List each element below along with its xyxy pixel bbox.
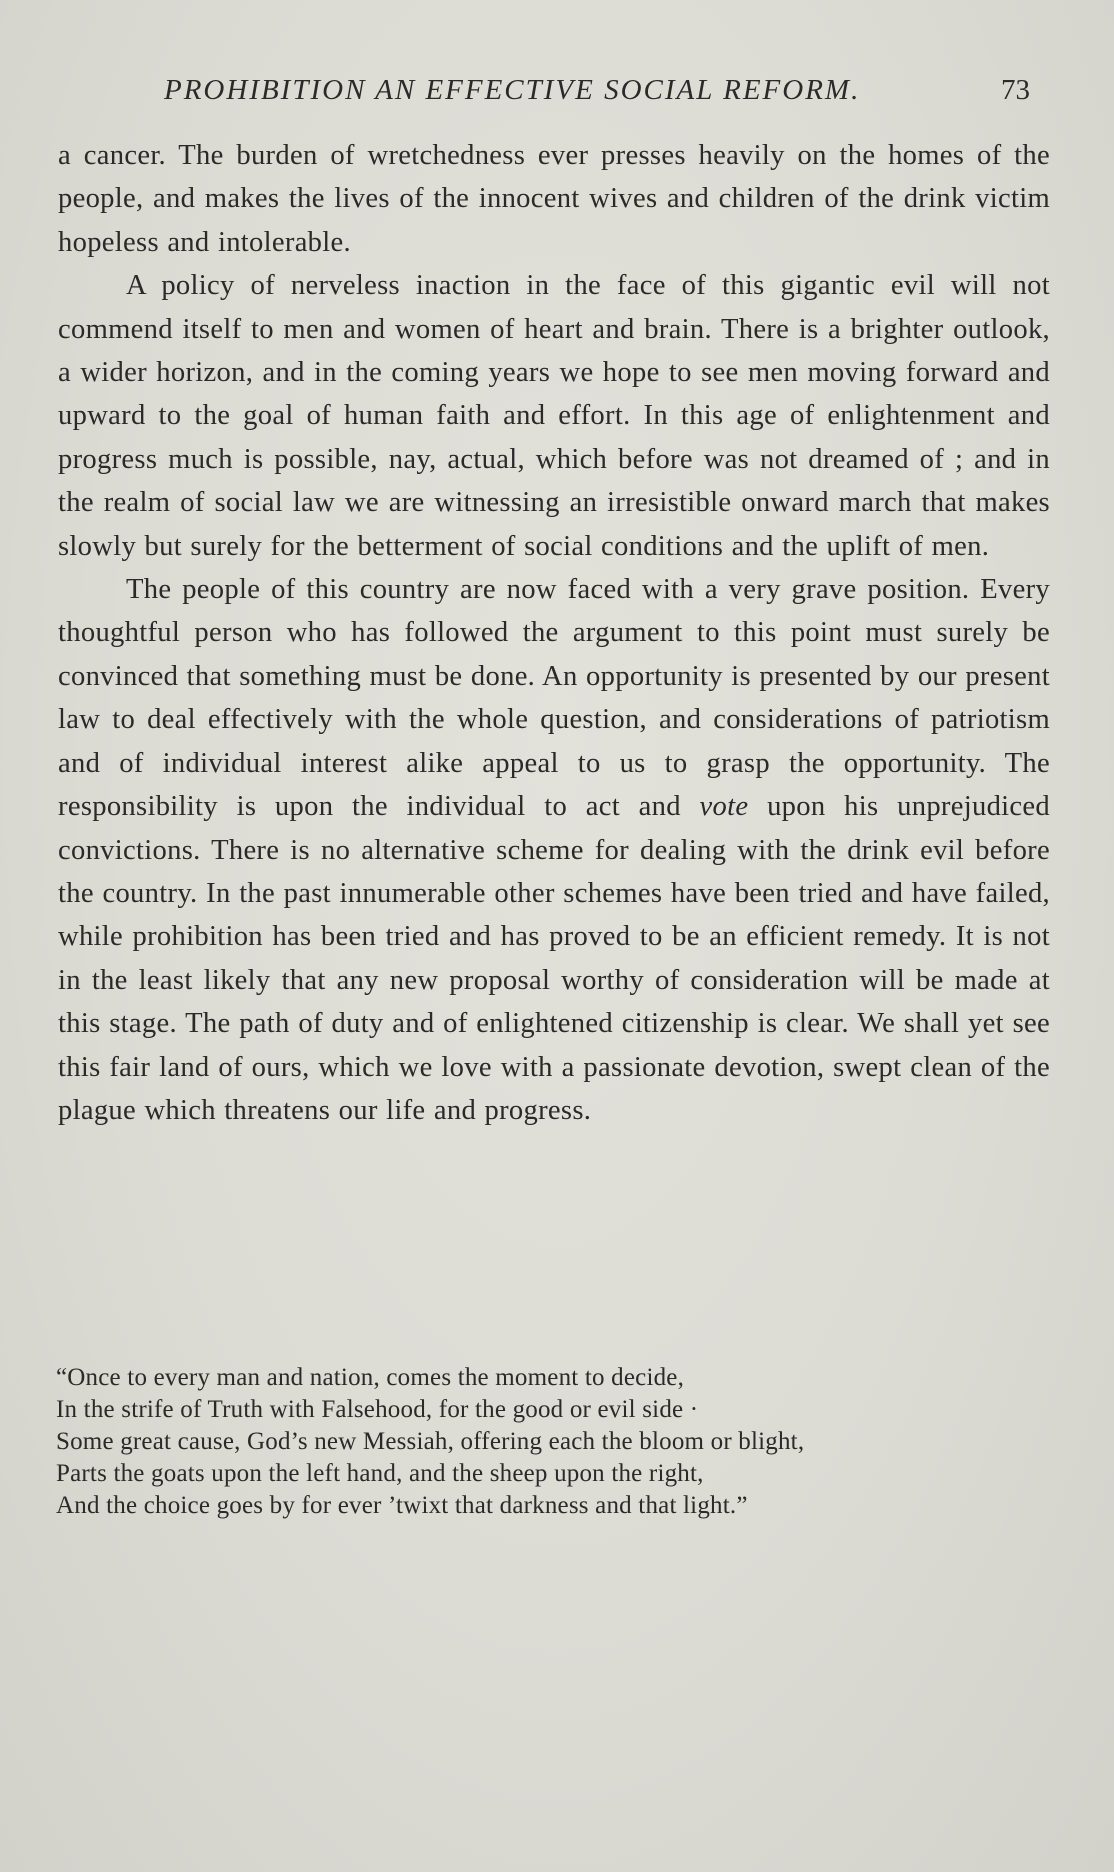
paragraph-2 [58, 264, 1050, 568]
paragraph-3-text-a: The people of this country are now faced with a very grave position. Every thoughtful person who has followed the argument to this point must surely be convinced that something must be done. An opportunity is presented by our present law to deal effectively with the whole question, and considerations of patriotism and of individual interest alike appeal to us to grasp the opportunity. The responsibility is upon the individual to act and [58, 574, 1050, 823]
verse-line-4: Parts the goats upon the left hand, and the sheep upon the right, [56, 1460, 704, 1487]
page-number: 73 [1001, 74, 1030, 106]
paragraph-3-text-b: upon his unprejudiced convictions. There is no alternative scheme for dealing with the drink evil before the country. In the past innumerable other schemes have been tried and have failed, while prohibition has been tried and has proved to be an efficient remedy. It is not in the least likely that any new proposal worthy of consideration will be made at this stage. The path of duty and of enlightened citizenship is clear. We shall yet see this fair land of ours, which we love with a passionate devotion, swept clean of the plague which threatens our life and progress. [58, 791, 1050, 1126]
body-text [58, 134, 1050, 1132]
verse-quote [56, 1362, 1056, 1522]
running-head [60, 74, 1030, 124]
paragraph-3 [58, 568, 1050, 1132]
verse-line-5: And the choice goes by for ever ’twixt that darkness and that light.” [56, 1492, 748, 1519]
paragraph-3-emphasis: vote [699, 791, 749, 823]
paragraph-1 [58, 134, 1050, 264]
verse-line-3: Some great cause, God’s new Messiah, offering each the bloom or blight, [56, 1428, 805, 1455]
verse-line-2: In the strife of Truth with Falsehood, for the good or evil side · [56, 1396, 699, 1423]
paragraph-1-text: a cancer. The burden of wretchedness ever presses heavily on the homes of the people, and makes the lives of the innocent wives and children of the drink victim hopeless and intolerable. [58, 140, 1050, 258]
paragraph-2-text: A policy of nerveless inaction in the face of this gigantic evil will not commend itself to men and women of heart and brain. There is a brighter outlook, a wider horizon, and in the coming years we hope to see men moving forward and upward to the goal of human faith and effort. In this age of enlightenment and progress much is possible, nay, actual, which before was not dreamed of ; and in the realm of social law we are witnessing an irresistible onward march that makes slowly but surely for the betterment of social conditions and the uplift of men. [58, 270, 1050, 562]
verse-line-1: “Once to every man and nation, comes the moment to decide, [56, 1364, 685, 1391]
running-title: PROHIBITION AN EFFECTIVE SOCIAL REFORM. [164, 74, 861, 106]
